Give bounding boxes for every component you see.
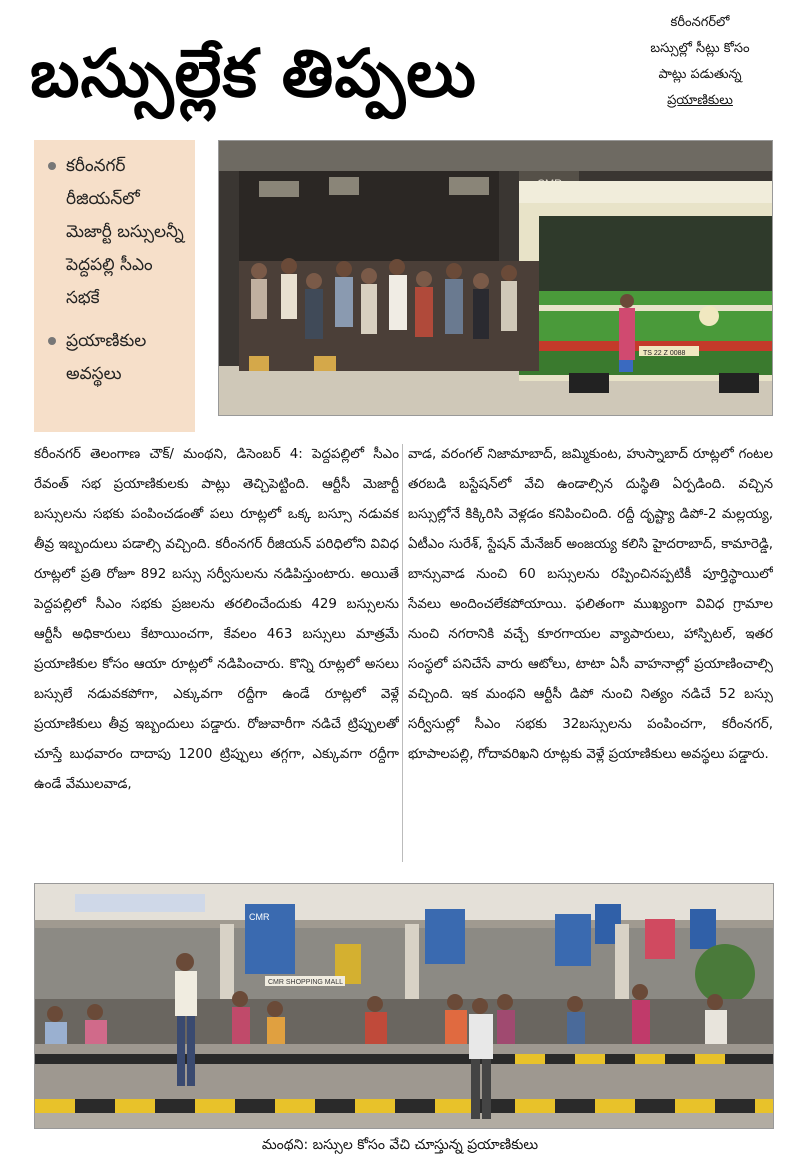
photo-waiting-passengers — [34, 883, 774, 1129]
photo-caption: మంథని: బస్సుల కోసం వేచి చూస్తున్న ప్రయాణికులు — [261, 1137, 539, 1153]
highlight-text-2: ప్రయాణికుల అవస్థలు — [66, 331, 147, 384]
cmr-banner-1: CMR — [249, 912, 270, 922]
kicker — [625, 10, 775, 114]
bus-number-plate: TS 22 Z 0088 — [643, 350, 686, 357]
photo-bus-crowd-image — [219, 141, 772, 415]
cmr-banner-2: CMR SHOPPING MALL — [268, 979, 344, 986]
photo-bus-crowd — [218, 140, 773, 416]
kicker-line-2: బస్సుల్లో సీట్లు కోసం — [650, 41, 750, 56]
highlight-item — [48, 325, 187, 391]
article-column-right: వాడ, వరంగల్ నిజామాబాద్, జమ్మికుంట, హుస్నాబాద్ రూట్లలో గంటల తరబడి బస్టేషన్‌లో వేచి ఉండాల్సిన దుస్థితి ఏర్పడింది. వచ్చిన బస్సుల్లోనే కిక్కిరిసి వెళ్లడం కనిపించింది. రద్దీ దృష్ట్యా డిపో-2 మల్లయ్య, ఏటీఎం సురేశ్, స్టేషన్ మేనేజర్ అంజయ్య కలిసి హైదరాబాద్, కామారెడ్డి, బాన్సువాడ నుంచి 60 బస్సులను రప్పించినప్పటికీ పూర్తిస్థాయిలో సేవలు అందించలేకపోయాయి. ఫలితంగా ముఖ్యంగా వివిధ గ్రామాల నుంచి నగరానికి వచ్చే కూరగాయల వ్యాపారులు, హాస్పిటల్, ఇతర సంస్థలో పనిచేసే వారు ఆటోలు, టాటా ఏసీ వాహనాల్లో ప్రయాణించాల్సి వచ్చింది. ఇక మంథని ఆర్టీసీ డిపో నుంచి నిత్యం నడిచే 52 బస్సు సర్వీసుల్లో సీఎం సభకు 32బస్సులను పంపించగా, కరీంనగర్, భూపాలపల్లి, గోదావరిఖని రూట్లకు వెళ్లే ప్రయాణికులు అవస్థలు పడ్డారు. — [408, 447, 773, 762]
kicker-line-3: పాట్లు పడుతున్న — [658, 67, 742, 82]
bullet-icon — [48, 162, 56, 170]
photo-waiting-passengers-image — [35, 884, 773, 1128]
column-divider — [402, 444, 403, 862]
highlight-text-1: కరీంనగర్ రీజియన్‌లో మెజార్టీ బస్సులన్నీ పెద్దపల్లి సీఎం సభకే — [66, 156, 184, 308]
highlight-item — [48, 150, 187, 315]
bullet-icon — [48, 337, 56, 345]
highlights-box — [34, 140, 195, 432]
headline: బస్సుల్లేక తిప్పలు — [30, 35, 477, 112]
kicker-line-4: ప్రయాణికులు — [667, 93, 733, 108]
article-column-left: కరీంనగర్ తెలంగాణ చౌక్/ మంథని, డిసెంబర్ 4: పెద్దపల్లిలో సీఎం రేవంత్ సభ ప్రయాణికులకు పాట్లు తెచ్చిపెట్టింది. ఆర్టీసీ మెజార్టీ బస్సులను సభకు పంపించడంతో పలు రూట్లలో ఒక్క బస్సూ నడువక తీవ్ర ఇబ్బందులు పడాల్సి వచ్చింది. కరీంనగర్ రీజియన్ పరిధిలోని వివిధ రూట్లలో ప్రతి రోజూ 892 బస్సు సర్వీసులను నడిపిస్తుంటారు. అయితే పెద్దపల్లిలో సీఎం సభకు ప్రజలను తరలించేందుకు 429 బస్సులను ఆర్టీసీ అధికారులు కేటాయించగా, కేవలం 463 బస్సులు మాత్రమే ప్రయాణికుల కోసం ఆయా రూట్లలో నడిపించారు. కొన్ని రూట్లలో అసలు బస్సులే నడువకపోగా, ఎక్కువగా రద్దీగా ఉండే రూట్లలో వెళ్లే ప్రయాణికులు తీవ్ర ఇబ్బందులు పడ్డారు. రోజువారీగా నడిచే ట్రిప్పులతో చూస్తే బుధవారం దాదాపు 1200 ట్రిప్పులు తగ్గగా, ఎక్కువగా రద్దీగా ఉండే వేములవాడ, — [34, 447, 399, 792]
kicker-line-1: కరీంనగర్‌లో — [670, 15, 730, 30]
